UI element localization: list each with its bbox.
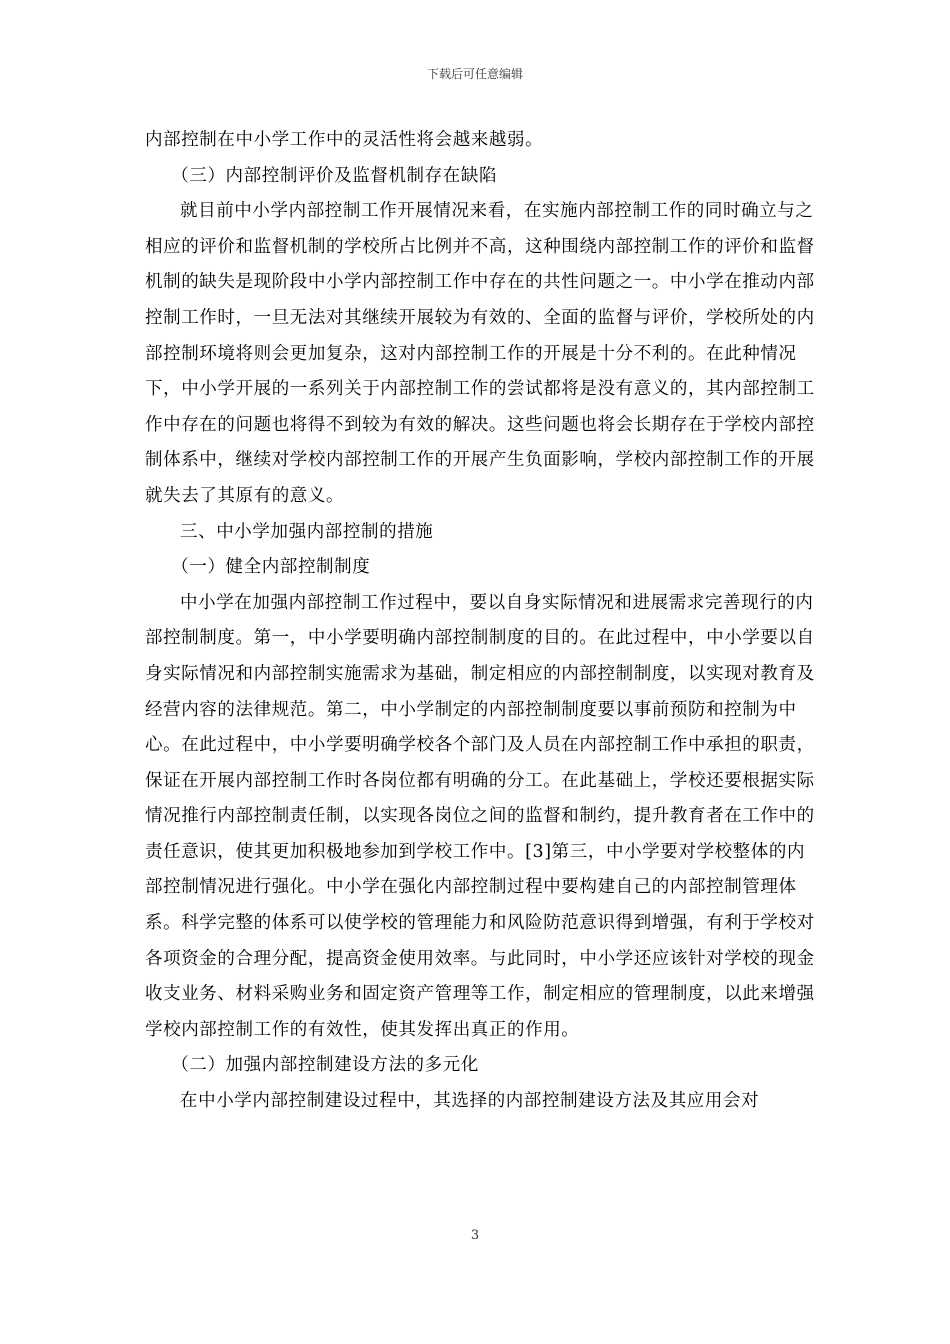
section-heading: 三、中小学加强内部控制的措施 xyxy=(180,521,434,542)
page-header: 下载后可任意编辑 xyxy=(426,67,523,81)
paragraph: 中小学在加强内部控制工作过程中，要以自身实际情况和进展需求完善现行的内部控制制度。第一，中小学要明确内部控制制度的目的。在此过程中，中小学要以自身实际情况和内部控制实施需求为基础，制定相应的内部控制制度，以实现对教育及经营内容的法律规范。第二，中小学制定的内部控制制度要以事前预防和控制为中心。在此过程中，中小学要明确学校各个部门及人员在内部控制工作中承担的职责，保证在开展内部控制工作时各岗位都有明确的分工。在此基础上，学校还要根据实际情况推行内部控制责任制，以实现各岗位之间的监督和制约，提升教育者在工作中的责任意识，使其更加积极地参加到学校工作中。[3]第三，中小学要对学校整体的内部控制情况进行强化。中小学在强化内部控制过程中要构建自己的内部控制管理体系。科学完整的体系可以使学校的管理能力和风险防范意识得到增强，有利于学校对各项资金的合理分配，提高资金使用效率。与此同时，中小学还应该针对学校的现金收支业务、材料采购业务和固定资产管理等工作，制定相应的管理制度，以此来增强学校内部控制工作的有效性，使其发挥出真正的作用。 xyxy=(145,592,815,1040)
subsection-heading: （一）健全内部控制制度 xyxy=(171,557,371,578)
section-heading: （三）内部控制评价及监督机制存在缺陷 xyxy=(171,165,498,186)
document-body xyxy=(145,123,820,1120)
paragraph: 内部控制在中小学工作中的灵活性将会越来越弱。 xyxy=(145,130,544,150)
subsection-heading: （二）加强内部控制建设方法的多元化 xyxy=(171,1055,479,1076)
page-number: 3 xyxy=(470,1228,480,1243)
paragraph: 在中小学内部控制建设过程中，其选择的内部控制建设方法及其应用会对 xyxy=(180,1091,760,1112)
paragraph: 就目前中小学内部控制工作开展情况来看，在实施内部控制工作的同时确立与之相应的评价和监督机制的学校所占比例并不高，这种围绕内部控制工作的评价和监督机制的缺失是现阶段中小学内部控制工作中存在的共性问题之一。中小学在推动内部控制工作时，一旦无法对其继续开展较为有效的、全面的监督与评价，学校所处的内部控制环境将则会更加复杂，这对内部控制工作的开展是十分不利的。在此种情况下，中小学开展的一系列关于内部控制工作的尝试都将是没有意义的，其内部控制工作中存在的问题也将得不到较为有效的解决。这些问题也将会长期存在于学校内部控制体系中，继续对学校内部控制工作的开展产生负面影响，学校内部控制工作的开展就失去了其原有的意义。 xyxy=(145,201,815,506)
